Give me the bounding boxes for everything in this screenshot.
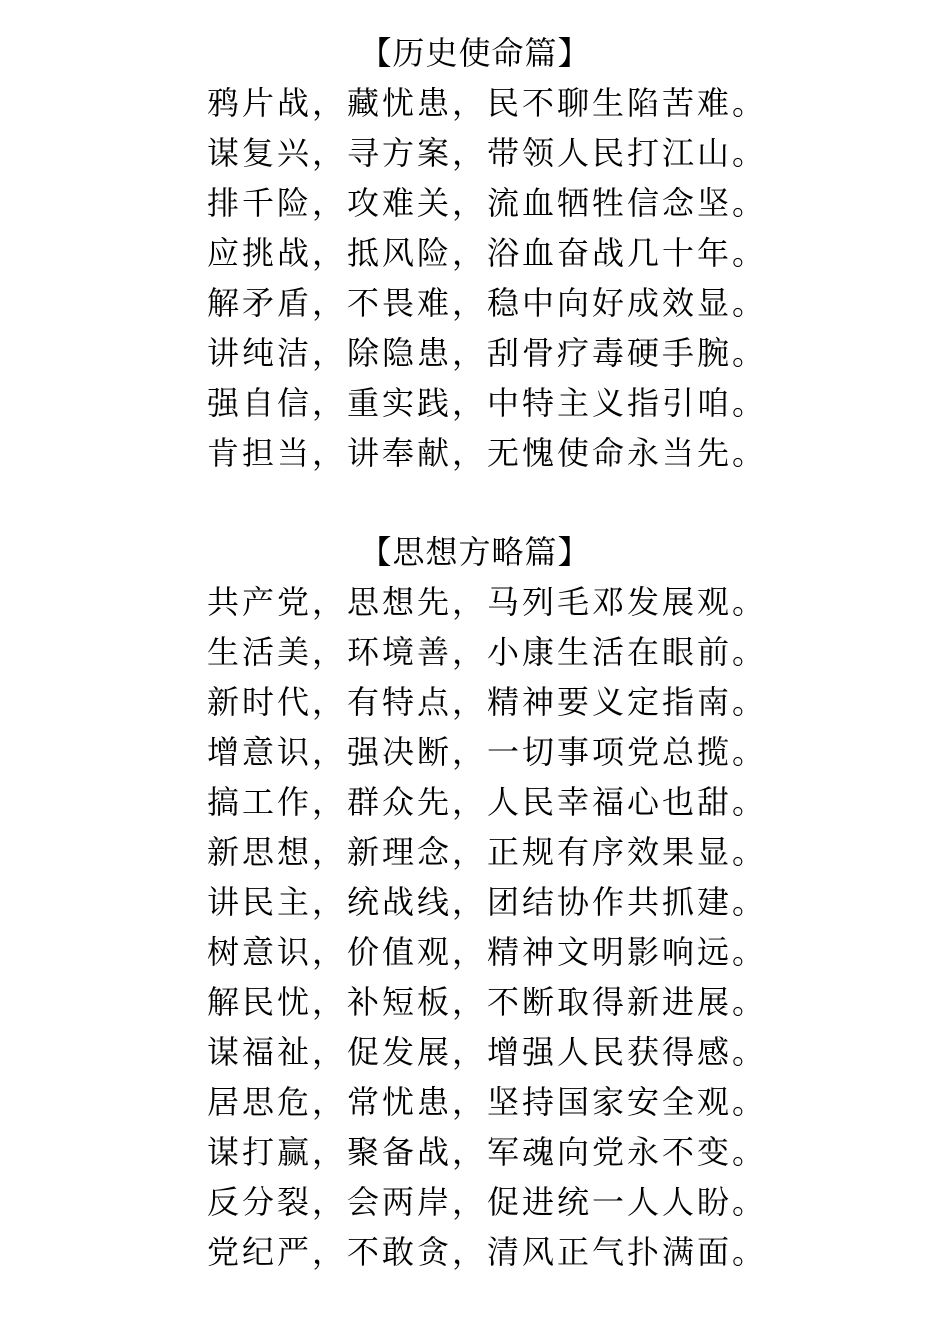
verse-line: 应挑战，抵风险，浴血奋战几十年。 <box>207 234 768 272</box>
verse-line: 反分裂，会两岸，促进统一人人盼。 <box>207 1183 768 1221</box>
verse-line: 解矛盾，不畏难，稳中向好成效显。 <box>207 284 768 322</box>
verse-line: 增意识，强决断，一切事项党总揽。 <box>207 733 768 771</box>
verse-line: 鸦片战，藏忧患，民不聊生陷苦难。 <box>207 84 768 122</box>
section-thought-strategy <box>0 527 950 1277</box>
verse-line: 排千险，攻难关，流血牺牲信念坚。 <box>207 184 768 222</box>
verse-line: 讲民主，统战线，团结协作共抓建。 <box>207 883 768 921</box>
verse-list <box>0 577 950 1277</box>
verse-line: 讲纯洁，除隐患，刮骨疗毒硬手腕。 <box>207 334 768 372</box>
section-historical-mission <box>0 28 950 478</box>
verse-line: 谋复兴，寻方案，带领人民打江山。 <box>207 134 768 172</box>
verse-line: 居思危，常忧患，坚持国家安全观。 <box>207 1083 768 1121</box>
verse-line: 谋打赢，聚备战，军魂向党永不变。 <box>207 1133 768 1171</box>
verse-line: 党纪严，不敢贪，清风正气扑满面。 <box>207 1233 768 1271</box>
verse-line: 新思想，新理念，正规有序效果显。 <box>207 833 768 871</box>
verse-line: 树意识，价值观，精神文明影响远。 <box>207 933 768 971</box>
section-title: 【思想方略篇】 <box>359 533 591 571</box>
section-title: 【历史使命篇】 <box>359 34 591 72</box>
verse-line: 谋福祉，促发展，增强人民获得感。 <box>207 1033 768 1071</box>
verse-line: 搞工作，群众先，人民幸福心也甜。 <box>207 783 768 821</box>
verse-line: 解民忧，补短板，不断取得新进展。 <box>207 983 768 1021</box>
verse-line: 肯担当，讲奉献，无愧使命永当先。 <box>207 434 768 472</box>
verse-line: 新时代，有特点，精神要义定指南。 <box>207 683 768 721</box>
verse-line: 生活美，环境善，小康生活在眼前。 <box>207 633 768 671</box>
verse-list <box>0 78 950 478</box>
verse-line: 强自信，重实践，中特主义指引咱。 <box>207 384 768 422</box>
verse-line: 共产党，思想先，马列毛邓发展观。 <box>207 583 768 621</box>
